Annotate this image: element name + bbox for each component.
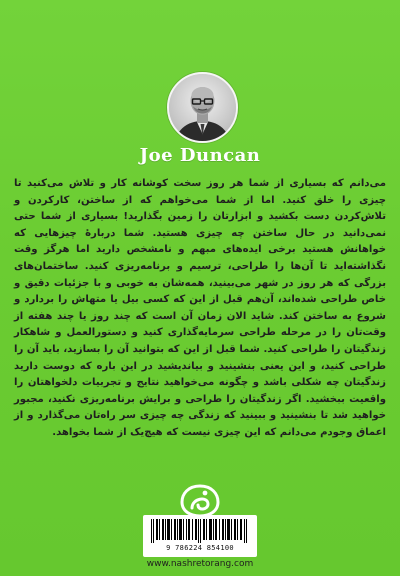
barcode-icon	[151, 519, 249, 543]
author-photo-icon	[169, 74, 236, 141]
author-name: Joe Duncan	[139, 145, 261, 166]
back-cover-blurb: می‌دانم که بسیاری از شما هر روز سخت کوشانه کار و تلاش می‌کنید تا چیزی را خلق کنید. اما از شما می‌خواهم که از ساختن، کارکردن و تلاش‌کردن دست بکشید و ابزارتان را زمین بگذارید! بسیاری از شما حتی نمی‌دانید در حال ساختن چه چیزی هستید. شما درباره‌ٔ چیزهایی که خواهانش هستید برخی ایده‌های مبهم و نامشخص دارید اما هرگز وقت نگذاشته‌اید تا آن‌ها را طراحی، ترسیم و برنامه‌ریزی کنید. ساختمان‌های بزرگی که هر روز در شهر می‌بینید، همه‌شان به خوبی و با جزئیات دقیق و خاص طراحی شده‌اند، آن‌هم قبل از این که کسی بیل یا متهاش را بردارد و شروع به ساختن کند. شاید الان زمان آن است که چند روز یا چند هفته از وقت‌تان را در مرحله طراحی سرمایه‌گذاری کنید و دستورالعمل و شاهکار زندگیتان را طراحی کنید. شما قبل از این که بتوانید آن را بسازید، باید آن را طراحی کنید، و این یعنی بنشینید و بیاندیشید در این باره که دوست دارید زندگیتان چه شکلی باشد و چگونه می‌خواهید نتایج و تجربیات دلخواهتان را واقعیت ببخشید. اگر زندگیتان را طراحی و برایش برنامه‌ریزی نکنید، مجبور خواهید شد تا بنشینید و ببینید که زندگی چه چیزی سر راه‌تان می‌گذارد و از اعماق وجودم می‌دانم که این چیزی نیست که هیچ‌یک از شما بخواهد.	[14, 178, 386, 438]
author-portrait	[167, 72, 238, 143]
publisher-logo-icon	[178, 484, 222, 518]
isbn-barcode	[143, 515, 257, 557]
publisher-website: www.nashretorang.com	[146, 559, 254, 569]
isbn-digits: 9 786224 854100	[166, 544, 234, 552]
